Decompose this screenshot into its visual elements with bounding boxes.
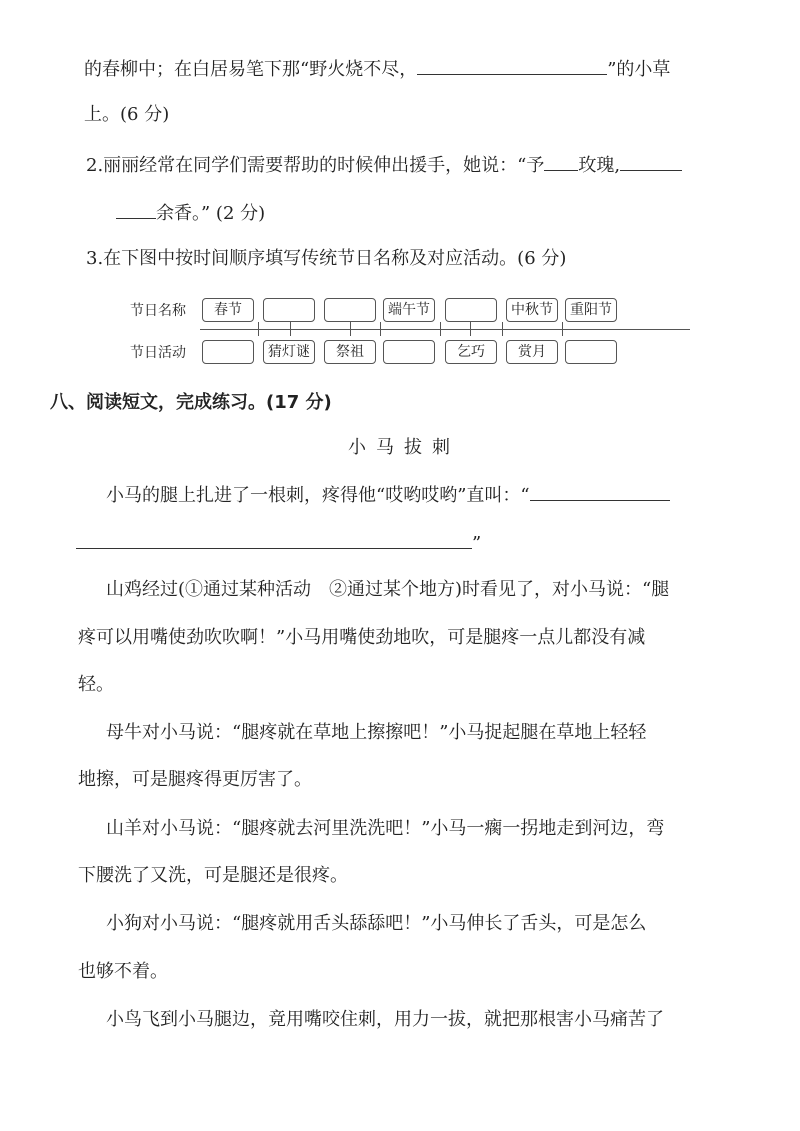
paragraph-line: 山鸡经过(①通过某种活动 ②通过某个地方)时看见了，对小马说：“腿: [106, 579, 670, 600]
question-2-cont: [116, 200, 800, 226]
text: 3.在下图中按时间顺序填写传统节日名称及对应活动。(6 分): [86, 248, 567, 269]
timeline-line: [200, 329, 690, 330]
answer-blank[interactable]: [417, 56, 607, 75]
festival-timeline: [130, 296, 630, 368]
timeline-tick: [258, 322, 259, 336]
festival-name-box[interactable]: [445, 298, 497, 322]
festival-activity-box[interactable]: 祭祖: [324, 340, 376, 364]
timeline-tick: [350, 322, 351, 336]
text: 玫瑰,: [578, 155, 621, 176]
festival-activity-box[interactable]: [383, 340, 435, 364]
festival-activity-box[interactable]: [202, 340, 254, 364]
text-line: [84, 56, 800, 82]
festival-name-box[interactable]: [263, 298, 315, 322]
text: 余香。” (2 分): [156, 203, 266, 224]
text: ”: [472, 533, 482, 554]
timeline-tick: [470, 322, 471, 336]
timeline-tick: [562, 322, 563, 336]
paragraph-line: 下腰洗了又洗，可是腿还是很疼。: [78, 865, 348, 886]
paragraph-line: [106, 482, 800, 508]
festival-activity-box[interactable]: 猜灯谜: [263, 340, 315, 364]
answer-blank[interactable]: [116, 200, 156, 219]
row-label-festival-activity: 节日活动: [130, 345, 186, 361]
text: ”的小草: [607, 59, 671, 80]
question-2: [86, 152, 800, 178]
festival-name-box[interactable]: 春节: [202, 298, 254, 322]
timeline-tick: [290, 322, 291, 336]
section-heading: 八、阅读短文，完成练习。(17 分): [50, 392, 332, 413]
paragraph-line: 小鸟飞到小马腿边，竟用嘴咬住刺，用力一拔，就把那根害小马痛苦了: [106, 1009, 664, 1030]
paragraph-line: 也够不着。: [78, 961, 168, 982]
festival-name-box[interactable]: 端午节: [383, 298, 435, 322]
passage-title: 小马拔刺: [348, 437, 460, 458]
text: 2.丽丽经常在同学们需要帮助的时候伸出援手，她说：“予: [86, 155, 545, 176]
paragraph-line: 疼可以用嘴使劲吹吹啊！”小马用嘴使劲地吹，可是腿疼一点儿都没有减: [78, 627, 646, 648]
festival-name-box[interactable]: [324, 298, 376, 322]
festival-name-box[interactable]: 重阳节: [565, 298, 617, 322]
timeline-tick: [502, 322, 503, 336]
paragraph-line: 山羊对小马说：“腿疼就去河里洗洗吧！”小马一瘸一拐地走到河边，弯: [106, 818, 665, 839]
paragraph-line: 母牛对小马说：“腿疼就在草地上擦擦吧！”小马捉起腿在草地上轻轻: [106, 722, 647, 743]
paragraph-line: 轻。: [78, 674, 114, 695]
festival-activity-box[interactable]: 赏月: [506, 340, 558, 364]
answer-blank[interactable]: [530, 482, 670, 501]
text: 上。(6 分): [84, 104, 170, 125]
row-label-festival-name: 节日名称: [130, 303, 186, 319]
festival-name-box[interactable]: 中秋节: [506, 298, 558, 322]
answer-blank[interactable]: [620, 152, 682, 171]
paragraph-line: [76, 530, 800, 556]
question-3: [86, 247, 800, 271]
text-line: [84, 103, 800, 127]
paragraph-line: 地擦，可是腿疼得更厉害了。: [78, 769, 312, 790]
text: 小马的腿上扎进了一根刺，疼得他“哎哟哎哟”直叫：“: [106, 485, 530, 506]
festival-activity-box[interactable]: [565, 340, 617, 364]
answer-blank[interactable]: [76, 530, 472, 549]
timeline-tick: [440, 322, 441, 336]
festival-activity-box[interactable]: 乞巧: [445, 340, 497, 364]
paragraph-line: 小狗对小马说：“腿疼就用舌头舔舔吧！”小马伸长了舌头，可是怎么: [106, 913, 647, 934]
timeline-tick: [380, 322, 381, 336]
answer-blank[interactable]: [544, 152, 578, 171]
text: 的春柳中；在白居易笔下那“野火烧不尽，: [84, 59, 418, 80]
